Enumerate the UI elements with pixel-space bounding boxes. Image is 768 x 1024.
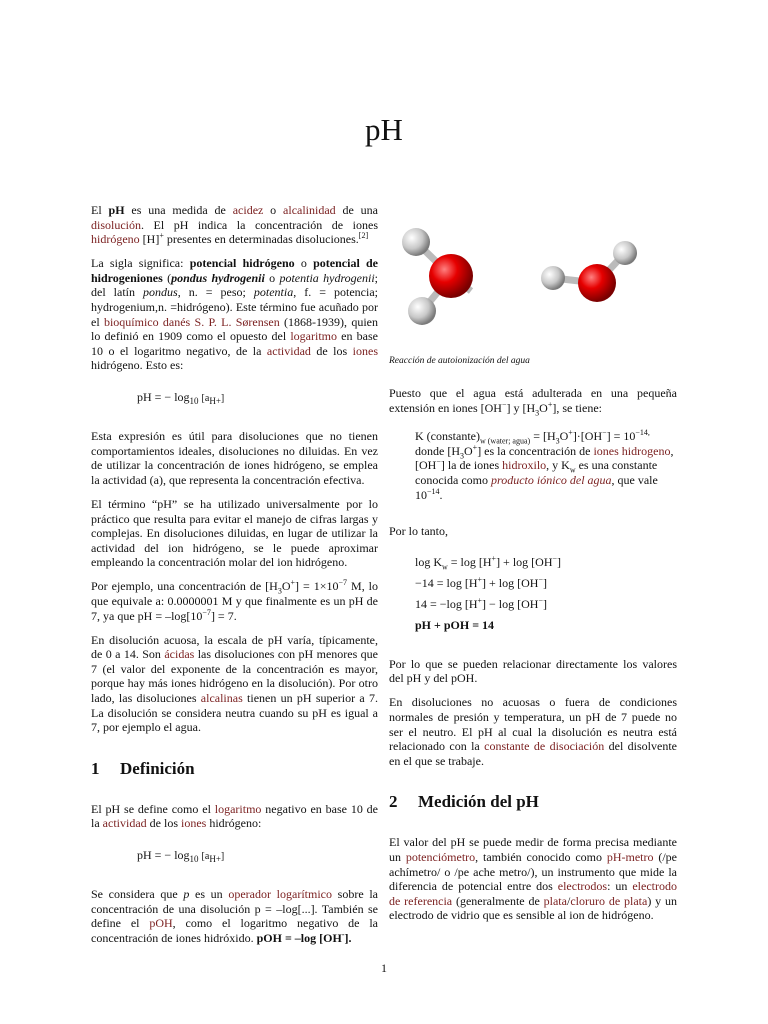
left-column [91,203,378,955]
equation-line: $\log K_w = \log [H^+] + \log [OH^-]$ [415,553,562,572]
kw-formula: K $(constante)_{w (water; agua)} = [H_3O^+]\cdot[OH^-] = 10^{-14,}$ donde $[H_3O^+]$ es la concentración de iones hidrogeno, [OH−] la de iones hidroxilo, y $K_w$ es una constante conocida como producto iónico del agua, que vale $10^{-14}$. [415,428,674,502]
wiki-link[interactable]: operador logarítmico [228,887,332,901]
wiki-link[interactable]: electrodo de referencia [389,879,677,908]
scale-paragraph: En disolución acuosa, la escala de pH varía, típicamente, de 0 a 14. Son ácidas las disoluciones con pH menores que 7 (el valor del exponente de la concentración es mayor, porque hay más iones hidrógeno en la disolución). Por otro lado, las disoluciones alcalinas tienen un pH superior a 7. La disolución se considera neutra cuando su pH es igual a 7, por ejemplo el agua. [91,632,379,735]
wiki-link[interactable]: pOH [149,916,173,931]
nonaqueous-paragraph: En disoluciones no acuosas o fuera de condiciones normales de presión y temperatura, un pH de 7 puede no ser el neutro. El pH al cual la disolución es neutra está relacionado con la constante de disociación del disolvente en el que se trabaje. [389,695,678,768]
wiki-link[interactable]: plata [543,893,567,908]
activity-paragraph: Esta expresión es útil para disoluciones que no tienen comportamientos ideales, disoluciones no diluidas. En vez de utilizar la concentración de iones hidrógeno, se emplea la actividad (a), que representa la concentración efectiva. [91,429,378,487]
wiki-link[interactable]: ácidas [164,647,195,662]
hydroxide-molecule [541,241,637,302]
poh-paragraph: Se considera que p es un operador logarítmico sobre la concentración de una disolución p = –log[...]. También se define el pOH, como el logaritmo negativo de la concentración de iones hidróxido. pOH = –log [OH-]. [91,887,378,945]
wiki-link[interactable]: electrodos [557,879,608,894]
wiki-link[interactable]: pH-metro [606,850,654,864]
wiki-link[interactable]: iones [352,343,378,358]
equation-line: 14 = −log [H+] − log [OH−] [415,595,547,611]
section-heading-medicion: 2 Medición del pH [389,792,539,812]
ph-equation: pH = − $\log_{10} [a_{H+}]$ [137,390,225,407]
wiki-link[interactable]: actividad [102,816,147,831]
wiki-link[interactable]: hidroxilo [502,458,547,473]
wiki-link[interactable]: iones [181,816,207,831]
wiki-link[interactable]: potenciómetro [405,850,476,864]
equation-line: pH + pOH = 14 [415,617,495,632]
log-equations [389,555,677,633]
definition-paragraph: El pH se define como el logaritmo negativo en base 10 de la actividad de los iones hidrógeno: [91,801,379,831]
wiki-link[interactable]: cloruro de plata [570,893,648,908]
wiki-link[interactable]: bioquímico danés [103,314,191,329]
figure-caption: Reacción de autoionización del agua [389,356,530,366]
example-paragraph: Por ejemplo, una concentración de $[H_3O^+] = 1\times 10^{-7}$ M, lo que equivale a: 0.0000001 M y que finalmente es un pH de 7, ya que pH = $-\log[10^{-7}] = 7$. [91,578,379,623]
term-paragraph: El término “pH” se ha utilizado universalmente por lo práctico que resulta para evitar el manejo de cifras largas y complejas. En disoluciones diluidas, en lugar de utilizar la actividad del ion hidrógeno, se le puede aproximar empleando la concentración molar del ion hidrógeno. [91,496,378,570]
page-number: 1 [381,961,387,975]
wiki-link[interactable]: alcalinidad [283,203,336,217]
wiki-link[interactable]: logaritmo [214,801,262,816]
water-paragraph: Puesto que el agua está adulterada en una pequeña extensión en iones [OH−] y $[H_3O^+]$, se tiene: [389,386,677,417]
wiki-link[interactable]: alcalinas [200,691,243,706]
therefore-paragraph: Por lo tanto, [389,524,448,539]
wiki-link[interactable]: disolución [91,217,141,232]
wiki-link[interactable]: producto iónico del agua [490,472,612,487]
wiki-link[interactable]: S. P. L. Sørensen [194,314,280,329]
wiki-link[interactable]: actividad [266,343,311,358]
ph-equation-2: pH = − $\log_{10} [a_{H+}]$ [137,848,225,864]
intro-paragraph: El pH es una medida de acidez o alcalinidad de una disolución. El pH indica la concentración de iones hidrógeno [H]+ presentes en determinadas disoluciones.[2] [91,203,379,247]
equation-line: −14 = log [H+] + log [OH−] [415,574,547,590]
wiki-link[interactable]: hidrógeno [91,232,140,247]
etymology-paragraph: La sigla significa: potencial hidrógeno o potencial de hidrogeniones (pondus hydrogenii o potentia hydrogenii; del latín pondus, n. = peso; potentia, f. = potencia; hydrogenium,n. =hidrógeno). Este término fue acuñado por el bioquímico danés S. P. L. Sørensen (1868-1939), quien lo definió en 1909 como el opuesto del logaritmo en base 10 o el logaritmo negativo, de la actividad de los iones hidrógeno. Esto es: [91,256,379,373]
relation-paragraph: Por lo que se pueden relacionar directamente los valores del pH y del pOH. [389,656,677,686]
hydronium-molecule [402,228,473,325]
water-molecules-figure [389,206,677,346]
wiki-link[interactable]: logaritmo [290,329,337,344]
measurement-paragraph: El valor del pH se puede medir de forma precisa mediante un potenciómetro, también conocido como pH-metro (/pe achímetro/ o /pe ache metro/), un instrumento que mide la diferencia de potencial entre dos electrodos: un electrodo de referencia (generalmente de plata/cloruro de plata) y un electrodo de vidrio que es sensible al ion de hidrógeno. [389,835,678,923]
right-column [389,386,677,932]
page-title: pH [365,112,403,147]
wiki-link[interactable]: constante de disociación [484,739,605,754]
wiki-link[interactable]: iones hidrogeno [593,443,671,458]
section-heading-definicion: 1 Definición [91,758,195,778]
wiki-link[interactable]: acidez [232,203,264,217]
